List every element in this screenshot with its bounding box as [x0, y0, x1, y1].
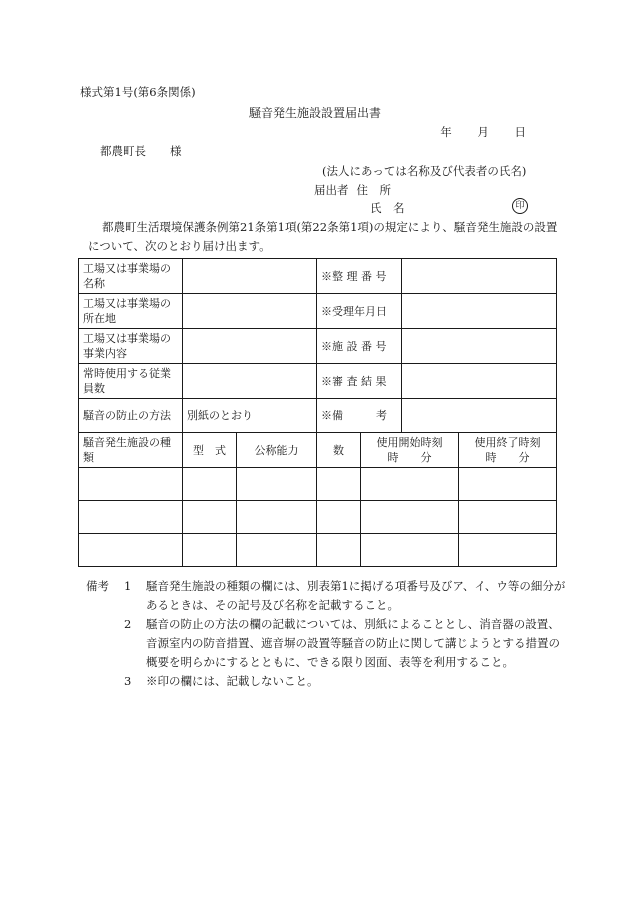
note-item [86, 672, 566, 691]
reference-number-field [402, 259, 557, 294]
factory-name-label: 工場又は事業場の名称 [79, 259, 183, 294]
addressee-name: 都農町長 [100, 144, 146, 158]
remarks-label: ※備 考 [317, 399, 402, 433]
factory-name-field[interactable] [183, 259, 317, 294]
applicant-address-line [314, 182, 391, 198]
count-header: 数 [317, 433, 361, 468]
note-item [86, 577, 566, 615]
count-cell[interactable] [317, 501, 361, 534]
model-cell[interactable] [183, 534, 237, 567]
note-text: ※印の欄には、記載しないこと。 [146, 674, 319, 688]
table-header-row [79, 433, 557, 468]
noise-prevention-field[interactable]: 別紙のとおり [183, 399, 317, 433]
note-number: 3 [124, 674, 132, 688]
factory-location-field[interactable] [183, 294, 317, 329]
end-time-label: 使用終了時刻 [474, 436, 541, 449]
facility-type-cell[interactable] [79, 501, 183, 534]
note-item [86, 615, 566, 672]
count-cell[interactable] [317, 534, 361, 567]
facility-entry-row [79, 534, 557, 567]
factory-location-label: 工場又は事業場の所在地 [79, 294, 183, 329]
note-number: 2 [124, 617, 132, 631]
capacity-header: 公称能力 [237, 433, 317, 468]
model-header: 型 式 [183, 433, 237, 468]
noise-prevention-label: 騒音の防止の方法 [79, 399, 183, 433]
address-label: 住 所 [356, 183, 391, 197]
facility-type-header: 騒音発生施設の種類 [79, 433, 183, 468]
facility-type-cell[interactable] [79, 468, 183, 501]
end-time-header [459, 433, 557, 468]
reference-number-label: ※整 理 番 号 [317, 259, 402, 294]
start-time-cell[interactable] [361, 468, 459, 501]
end-time-cell[interactable] [459, 501, 557, 534]
note-text: 騒音発生施設の種類の欄には、別表第1に掲げる項番号及びア、イ、ウ等の細分があるときは、その記号及び名称を記載すること。 [146, 579, 566, 612]
capacity-cell[interactable] [237, 534, 317, 567]
date-day: 日 [514, 125, 526, 139]
facility-number-label: ※施 設 番 号 [317, 329, 402, 364]
end-time-cell[interactable] [459, 468, 557, 501]
business-content-label: 工場又は事業場の事業内容 [79, 329, 183, 364]
applicant-name-label: 氏 名 [370, 201, 405, 215]
facility-type-cell[interactable] [79, 534, 183, 567]
document-title: 騒音発生施設設置届出書 [248, 106, 381, 120]
date-line [418, 124, 526, 140]
employee-count-field[interactable] [183, 364, 317, 399]
body-paragraph: 都農町生活環境保護条例第21条第1項(第22条第1項)の規定により、騒音発生施設の設置について、次のとおり届け出ます。 [88, 220, 558, 253]
receipt-date-label: ※受理年月日 [317, 294, 402, 329]
start-time-header [361, 433, 459, 468]
table-row [79, 364, 557, 399]
review-result-field [402, 364, 557, 399]
notes-label: 備考 [86, 579, 109, 593]
review-result-label: ※審 査 結 果 [317, 364, 402, 399]
capacity-cell[interactable] [237, 468, 317, 501]
table-row [79, 329, 557, 364]
note-number: 1 [124, 579, 132, 593]
corporation-note: (法人にあっては名称及び代表者の氏名) [322, 164, 527, 178]
table-row [79, 294, 557, 329]
table-row [79, 259, 557, 294]
form-number: 様式第1号(第6条関係) [80, 85, 196, 99]
end-time-units: 時 分 [485, 451, 530, 464]
remarks-field [402, 399, 557, 433]
employee-count-label: 常時使用する従業員数 [79, 364, 183, 399]
addressee-honorific: 様 [170, 144, 182, 158]
date-year: 年 [440, 125, 452, 139]
application-table [78, 258, 557, 567]
seal-icon: 印 [512, 198, 528, 214]
receipt-date-field [402, 294, 557, 329]
addressee [100, 143, 182, 159]
capacity-cell[interactable] [237, 501, 317, 534]
date-month: 月 [477, 125, 489, 139]
note-text: 騒音の防止の方法の欄の記載については、別紙によることとし、消音器の設置、音源室内の防音措置、遮音塀の設置等騒音の防止に関して講じようとする措置の概要を明らかにするとともに、できる限り図面、表等を利用すること。 [146, 617, 560, 669]
table-row [79, 399, 557, 433]
start-time-label: 使用開始時刻 [376, 436, 443, 449]
start-time-cell[interactable] [361, 534, 459, 567]
count-cell[interactable] [317, 468, 361, 501]
start-time-cell[interactable] [361, 501, 459, 534]
end-time-cell[interactable] [459, 534, 557, 567]
facility-entry-row [79, 501, 557, 534]
notes-section [86, 577, 566, 691]
applicant-label: 届出者 [314, 183, 349, 197]
facility-number-field [402, 329, 557, 364]
start-time-units: 時 分 [387, 451, 432, 464]
model-cell[interactable] [183, 468, 237, 501]
business-content-field[interactable] [183, 329, 317, 364]
facility-entry-row [79, 468, 557, 501]
model-cell[interactable] [183, 501, 237, 534]
